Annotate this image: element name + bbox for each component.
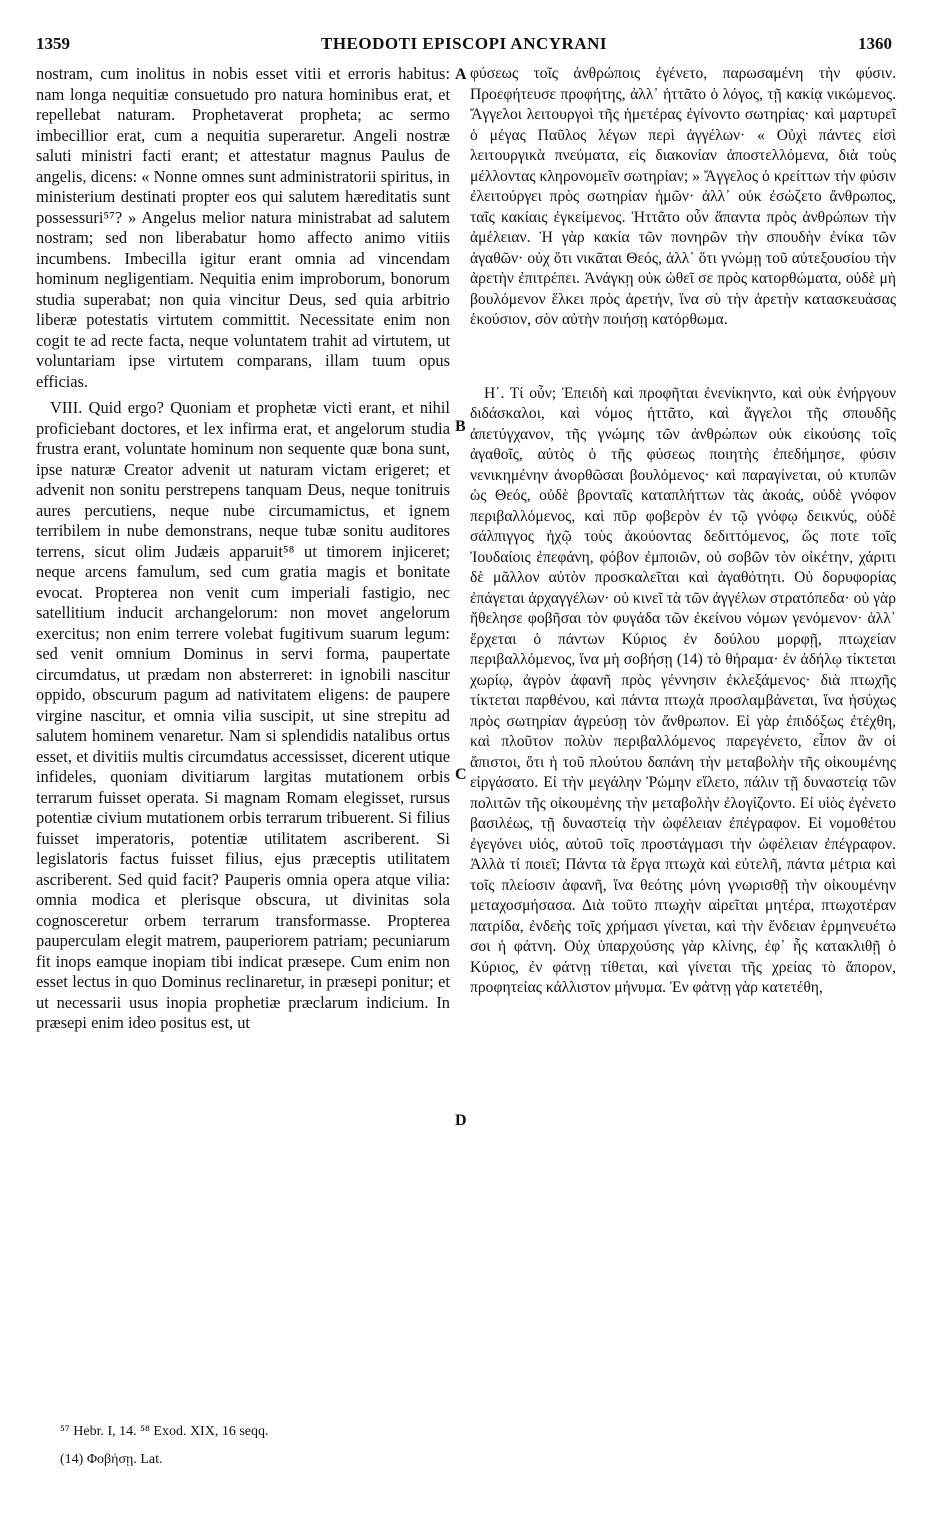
page-number-right: 1360	[858, 34, 892, 53]
margin-marker-b: B	[455, 418, 466, 435]
greek-paragraph-2: Η΄. Τί οὖν; Ἐπειδὴ καὶ προφῆται ἐνενίκηντο, καὶ οὐκ ἐνήργουν διδάσκαλοι, καὶ νόμος ἡττᾶτο, καὶ ἄγγελοι τῆς σπουδῆς ἀπετύγχανον, τῆς γνώμης τῶν ἀνθρώπων οὐκ εἰκούσης τοῖς ἀγαθοῖς, αὐτὸς ὁ τῆς φύσεως ποιητὴς ἐπεδήμησε, φύσιν νενικημένην ἀνορθῶσαι βουλόμενος· καὶ παραγίνεται, οὐ κτυπῶν ὡς Θεός, οὐδὲ βρονταῖς καταπλήττων τὰς ἀκοάς, οὐδὲ γνόφον περιβαλλόμενος, καὶ πῦρ φοβερὸν ἐν τῷ γνόφῳ δεικνύς, οὐδὲ σάλπιγγος ἠχῷ τοὺς ἀκούοντας δεδιττόμενος, ὥς ποτε τοῖς Ἰουδαίοις ἐπεφάνη, φόβον ἐμποιῶν, οὐ σοβῶν τὸν οἰκέτην, χάριτι δὲ μᾶλλον αὐτὸν προσκαλεῖται καὶ ἀγαθότητι. Οὐ δορυφορίας ἐπάγεται ἀρχαγγέλων· οὐ κινεῖ τὰ τῶν ἀγγέλων στρατόπεδα· οὐ γὰρ ἤθελησε φοβῆσαι τὸν φυγάδα τῶν ἐκείνου νόμων γενόμενον· ἀλλ᾽ ἔρχεται ὁ πάντων Κύριος ἐν δούλου μορφῇ, πτωχείαν περιβαλλόμενος, ἵνα μὴ σοβήσῃ (14) τὸ θήραμα· ἐν ἀδήλῳ τίκτεται χωρίῳ, ἀγρὸν ἀφανῆ πρὸς γέννησιν ἐκλεξάμενος· διὰ πτωχῆς τίκτεται παρθένου, καὶ πάντα πτωχὰ προσλαμβάνεται, ἵνα ἡσύχως πρὸς σωτηρίαν ἀγρεύσῃ τὸν ἄνθρωπον. Εἰ γὰρ ἐπιδόξως ἐτέχθη, καὶ πλοῦτον πολὺν περιβαλλόμενος παρεγένετο, εἶπον ἂν οἱ ἄπιστοι, ὅτι ἡ τοῦ πλούτου δαπάνη τὴν μεταβολὴν τῆς οἰκουμένης εἰργάσατο. Εἰ τὴν μεγάλην Ῥώμην εἵλετο, πάλιν τῇ δυναστείᾳ τῶν πολιτῶν τῆς οἰκουμένης τὴν μεταβολὴν ἐλογίζοντο. Εἰ υἱὸς ἐγένετο βασιλέως, τῇ δυναστείᾳ τὴν ὠφέλειαν ἐπέγραφον. Εἰ νομοθέτου ἐγεγόνει υἱός, αὐτοῦ τοῖς προστάγμασι τὴν ὠφέλειαν ἐπέγραφον. Ἀλλὰ τί ποιεῖ; Πάντα τὰ ἔργα πτωχὰ καὶ εὐτελῆ, πάντα μέτρια καὶ τοῖς πλείοσιν ἀφανῆ, ἵνα θεότης μόνη γνωρισθῇ τὴν οἰκουμένην μεταχοσμήσασα. Διὰ τοῦτο πτωχὴν αἱρεῖται μητέρα, πτωχοτέραν πατρίδα, ἐνδεὴς τοῖς χρήμασι γίνεται, καὶ τὴν ἔνδειαν ἑρμηνευέτω σοι ἡ φάτνη. Οὐχ ὑπαρχούσης γὰρ κλίνης, ἐφ᾽ ἧς κατακλιθῇ ὁ Κύριος, ἐν φάτνῃ τίθεται, καὶ γίνεται τῆς χρείας τὸ ἄπορον, προφητείας κάλλιστον μήνυμα. Ἐν φάτνῃ γὰρ κατετέθη,	[470, 384, 896, 996]
latin-paragraph-1: nostram, cum inolitus in nobis esset vitii et erroris habitus: nam longa nequitiæ consuetudo pro natura hominibus erat, et repellebat naturam. Prophetaverat propheta; ac sermo imbecillior erat, cum a nequitia superaretur. Angeli nostræ saluti ministri facti erant; et attestatur magnus Paulus de angelis, dicens: « Nonne omnes sunt administratorii spiritus, in ministerium destinati propter eos qui salutem hæreditatis sunt possessuri⁵⁷? » Angelus melior natura ministrabat ad salutem nostram; sed non liberabatur homo affecto animo vitiis incumbens. Imbecilla igitur erant omnia ad vincendam hominum negligentiam. Nequitia enim improborum, bonorum studia superabat; non quia vincitur Deus, sed quia arbitrio liberæ potestatis virtutem committit. Necessitate enim non cogit te ad recte facta, neque voluntatem trahit ad virtutem, ut voluntariam ipse virtutem comparans, illam tuum opus efficias.	[36, 64, 450, 391]
greek-column	[470, 64, 896, 999]
footnotes	[60, 1418, 269, 1474]
running-title: THEODOTI EPISCOPI ANCYRANI	[321, 34, 607, 53]
running-header	[36, 34, 892, 56]
margin-marker-d: D	[455, 1112, 467, 1129]
margin-marker-c: C	[455, 766, 467, 783]
footnote-greek: (14) Φοβήσῃ. Lat.	[60, 1452, 163, 1467]
greek-paragraph-1: φύσεως τοῖς ἀνθρώποις ἐγένετο, παρωσαμένη τὴν φύσιν. Προεφήτευσε προφήτης, ἀλλ᾽ ἡττᾶτο ὁ λόγος, τῇ κακίᾳ νικώμενος. Ἄγγελοι λειτουργοὶ τῆς ἡμετέρας ἐγίνοντο σωτηρίας· καὶ μαρτυρεῖ ὁ μέγας Παῦλος λέγων περὶ ἀγγέλων· « Οὐχὶ πάντες εἰσὶ λειτουργικὰ πνεύματα, εἰς διακονίαν ἀποστελλόμενα, διὰ τοὺς μέλλοντας κληρονομεῖν σωτηρίαν; » Ἄγγελος ὁ κρείττων τὴν φύσιν ἐλειτούργει πρὸς σωτηρίαν ἡμῶν· ἀλλ᾽ οὐκ ἐσώζετο ἄνθρωπος, ταῖς κακίαις ἐγκείμενος. Ἡττᾶτο οὖν ἅπαντα πρὸς ἀνθρώπων τὴν ἀμέλειαν. Ἡ γὰρ κακία τῶν πονηρῶν τὴν σπουδὴν ἐνίκα τῶν ἀγαθῶν· οὐχ ὅτι νικᾶται Θεός, ἀλλ᾽ ὅτι γνώμῃ τοῦ αὐτεξουσίου τὴν ἀρετὴν ἐπιτρέπει. Ἀνάγκῃ οὐκ ὠθεῖ σε πρὸς κατορθώματα, οὐδὲ μὴ βουλόμενον ἕλκει πρὸς ἀρετήν, ἵνα σὺ τὴν ἀρετὴν κατασκευάσας ἑκούσιον, σὸν αὐτὴν ποιήσῃ κατόρθωμα.	[470, 65, 896, 328]
latin-column	[36, 64, 450, 1034]
latin-paragraph-2: VIII. Quid ergo? Quoniam et prophetæ victi erant, et nihil proficiebant doctores, et lex infirma erat, et angelorum studia frustra erant, voluntate hominum non sequente quæ bona sunt, ipse naturæ Creator advenit ut naturam victam erigeret; et advenit non sonitu perstrepens tanquam Deus, neque tonitruis aures percutiens, neque nube circumamictus, et ignem terribilem in nube demonstrans, neque tubæ sonitu auditores terrens, sicut olim Judæis apparuit⁵⁸ ut timorem injiceret; neque arcens famulum, sed cum gratia magis et bonitate evocat. Propterea non venit cum imperiali fastigio, nec satellitium inducit archangelorum: non movet angelorum exercitus; non enim terrere volebat fugitivum suarum legum: sed venit omnium Dominus in servi forma, paupertate circumdatus, ut prædam non absterreret: in ignobili nascitur oppido, obscurum pagum ad nativitatem eligens: de paupere virgine nascitur, et omnia vilia suscipit, ut sine strepitu ad salutem hominem venaretur. Nam si splendidis natalibus ortus esset, et divitiis multis circumdatus accessisset, dicerent utique infideles, quoniam divitiarum largitas mutationem orbis terrarum fuisset operata. Si magnam Romam elegisset, rursus potentiæ civium mutationem orbis terrarum tribuerent. Si filius fuisset imperatoris, potentiæ utilitatem ascriberent. Si legislatoris factus fuisset filius, ejus præceptis utilitatem ascriberent. Sed quid facit? Pauperis omnia opera atque vilia: omnia modica et plerisque obscura, ut divinitas sola cognosceretur orbem terrarum transformasse. Propterea pauperculam elegit matrem, pauperiorem patriam; pecuniarum fit inops eamque inopiam tibi indicat præsepe. Cum enim non esset lectus in quo Dominus reclinaretur, in præsepi ponitur; et ut necessarii usus inopia prophetiæ præclarum indicium. In præsepi enim ideo positus est, ut	[36, 398, 450, 1032]
footnote-latin: ⁵⁷ Hebr. I, 14. ⁵⁸ Exod. XIX, 16 seqq.	[60, 1424, 269, 1439]
page-number-left: 1359	[36, 34, 70, 53]
margin-marker-a: A	[455, 66, 467, 83]
